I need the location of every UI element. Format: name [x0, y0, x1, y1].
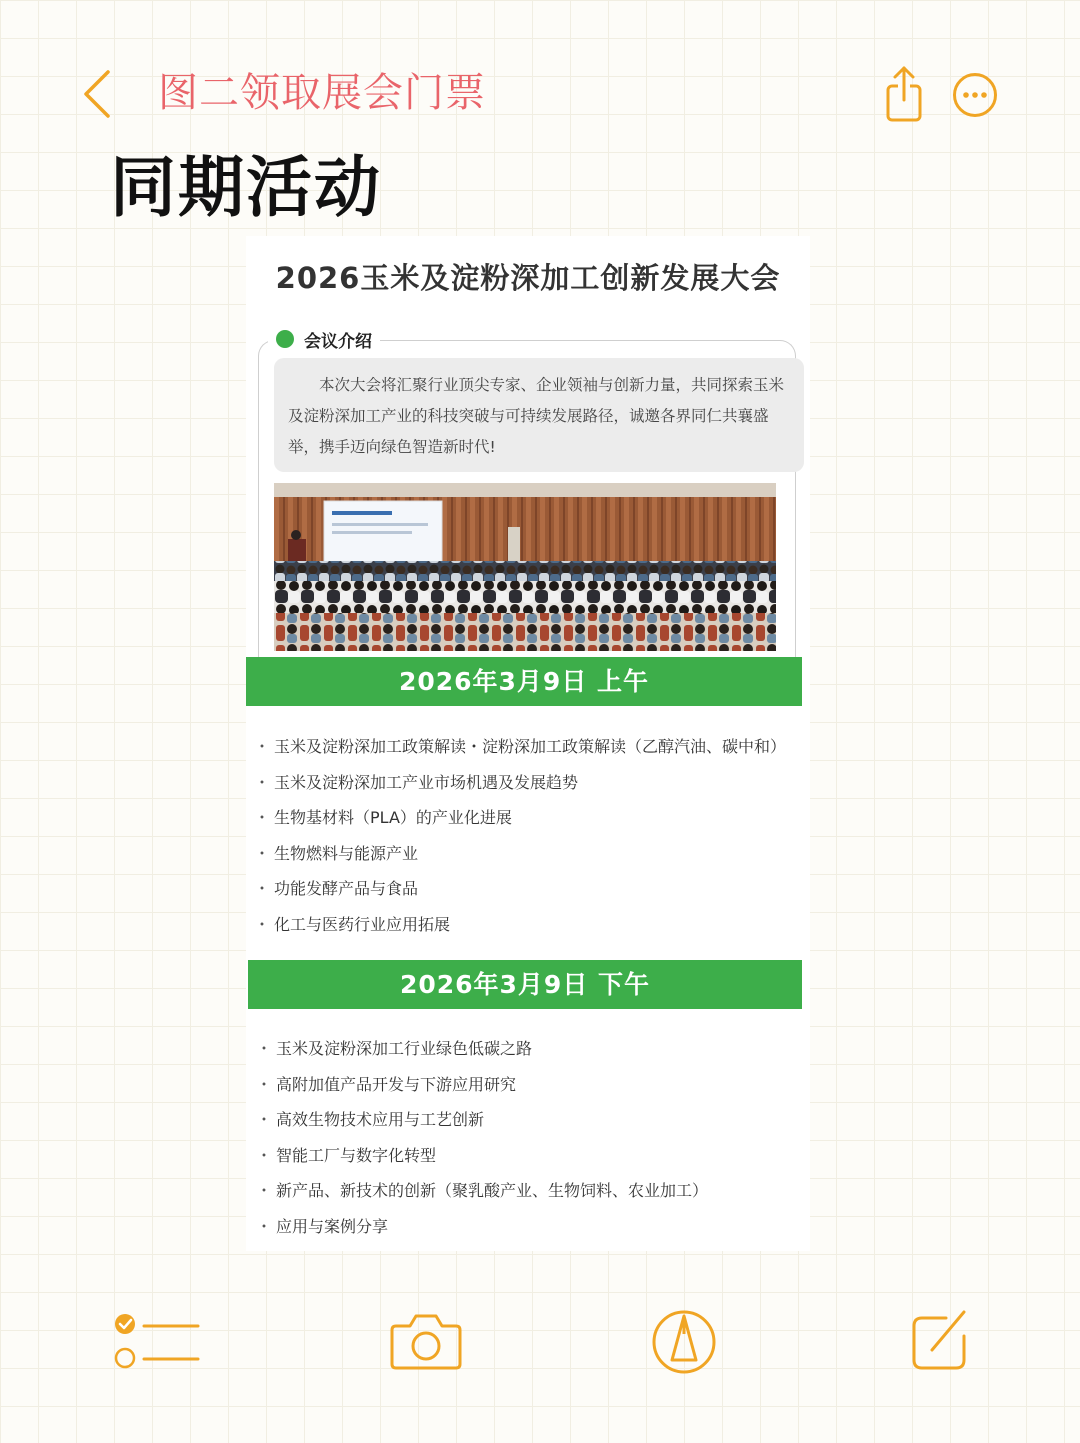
conference-photo [274, 483, 776, 651]
intro-header [268, 326, 380, 352]
checklist-icon [112, 1308, 204, 1374]
list-item: ・ 高附加值产品开发与下游应用研究 [256, 1074, 517, 1094]
list-item: ・ 生物燃料与能源产业 [254, 843, 419, 863]
section-heading: 同期活动 [110, 149, 382, 226]
session-list-pm [256, 1038, 708, 1251]
share-button[interactable] [880, 64, 928, 124]
intro-label: 会议介绍 [304, 331, 372, 352]
compose-icon [910, 1308, 970, 1372]
share-icon [880, 64, 928, 124]
conference-hall-illustration [274, 483, 776, 651]
back-button[interactable] [76, 64, 126, 124]
more-icon [952, 72, 998, 118]
page-title: 图二领取展会门票 [158, 70, 486, 116]
list-item: ・ 高效生物技术应用与工艺创新 [256, 1110, 485, 1129]
more-button[interactable] [952, 72, 998, 118]
markup-button[interactable] [650, 1308, 718, 1376]
compose-button[interactable] [910, 1308, 970, 1372]
list-item: ・ 新产品、新技术的创新（聚乳酸产业、生物饲料、农业加工） [256, 1181, 709, 1200]
session-banner-pm: 2026年3月9日 下午 [248, 960, 802, 1009]
camera-icon [388, 1310, 464, 1372]
list-item: ・ 应用与案例分享 [256, 1216, 389, 1236]
green-dot-icon [276, 330, 294, 348]
checklist-button[interactable] [112, 1308, 204, 1374]
camera-button[interactable] [388, 1310, 464, 1372]
event-poster [246, 236, 810, 1251]
list-item: ・ 生物基材料（PLA）的产业化进展 [254, 808, 512, 827]
list-item: ・ 化工与医药行业应用拓展 [254, 914, 451, 934]
list-item: ・ 玉米及淀粉深加工政策解读・淀粉深加工政策解读（乙醇汽油、碳中和） [254, 737, 787, 756]
poster-title: 2026玉米及淀粉深加工创新发展大会 [275, 261, 781, 295]
intro-text: 本次大会将汇聚行业顶尖专家、企业领袖与创新力量，共同探索玉米及淀粉深加工产业的科技突破与可持续发展路径，诚邀各界同仁共襄盛举，携手迈向绿色智造新时代! [288, 376, 785, 456]
list-item: ・ 功能发酵产品与食品 [254, 879, 419, 898]
chevron-left-icon [76, 64, 126, 124]
session-list-am [254, 736, 786, 949]
markup-pen-icon [650, 1308, 718, 1376]
list-item: ・ 智能工厂与数字化转型 [256, 1145, 437, 1165]
session-banner-am: 2026年3月9日 上午 [246, 657, 802, 706]
list-item: ・ 玉米及淀粉深加工行业绿色低碳之路 [256, 1039, 533, 1058]
list-item: ・ 玉米及淀粉深加工产业市场机遇及发展趋势 [254, 772, 579, 792]
intro-box [274, 358, 804, 472]
